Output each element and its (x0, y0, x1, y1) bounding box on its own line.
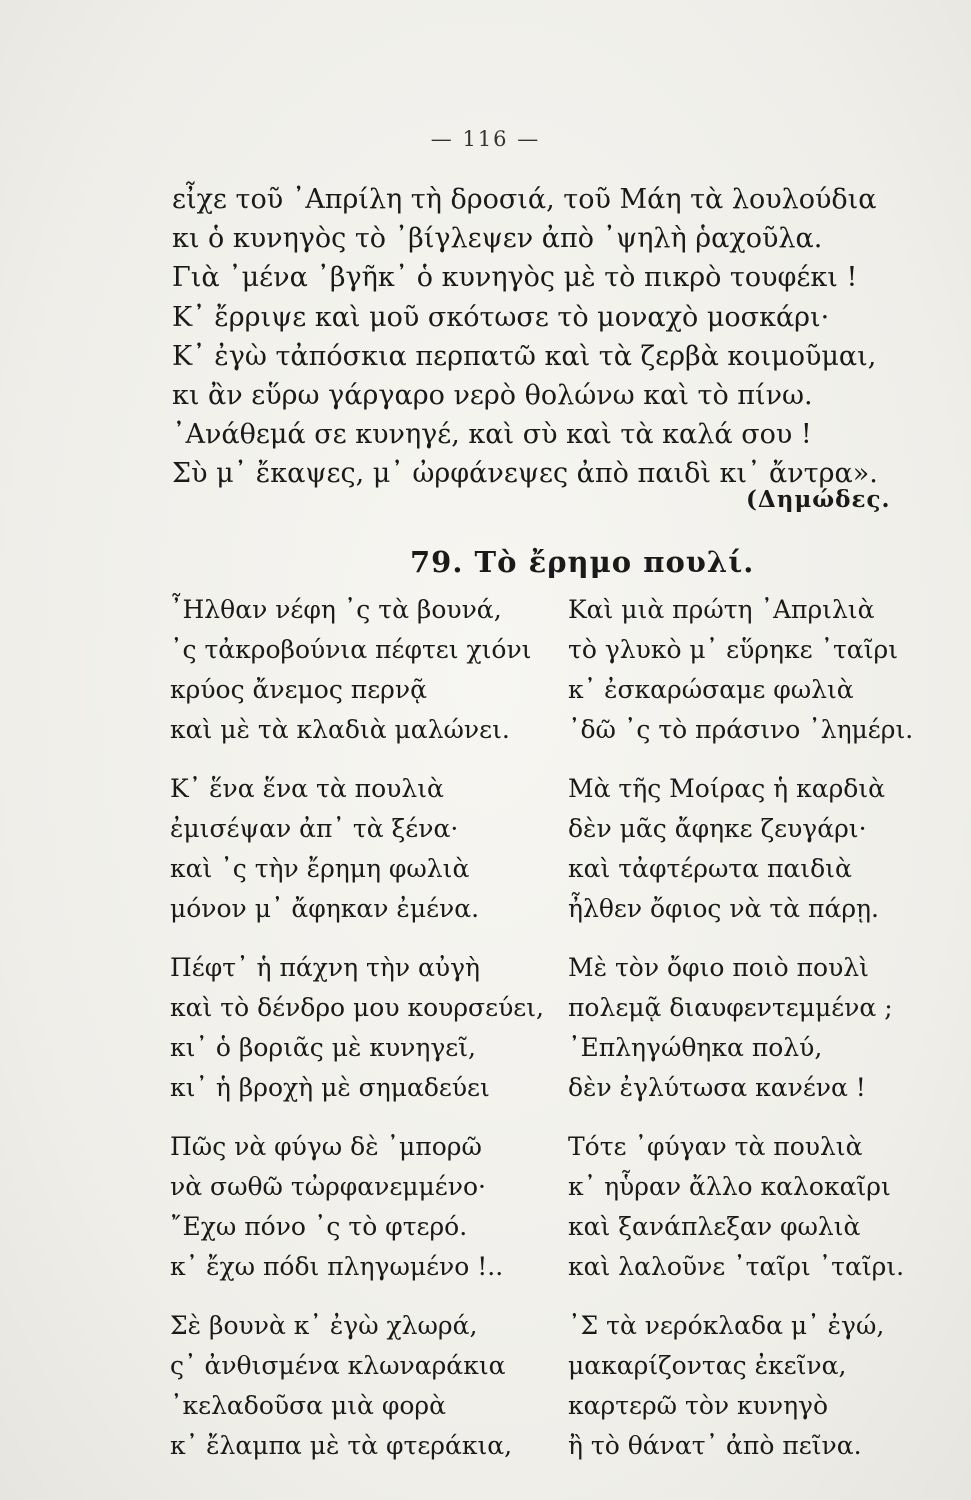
verse-line: Τότε ᾿φύγαν τὰ πουλιὰ (568, 1132, 863, 1161)
verse-line: ᾿κελαδοῦσα μιὰ φορὰ (170, 1391, 447, 1420)
prelude-verse (172, 180, 912, 494)
stanza (170, 590, 540, 750)
verse-line: ᾿Σ τὰ νερόκλαδα μ᾿ ἐγώ, (568, 1311, 885, 1340)
verse-line: Πῶς νὰ φύγω δὲ ᾿μπορῶ (170, 1132, 482, 1161)
verse-line: Σὲ βουνὰ κ᾿ ἐγὼ χλωρά, (170, 1311, 478, 1340)
stanza (568, 590, 928, 750)
verse-line: καὶ ᾿ς τὴν ἔρημη φωλιὰ (170, 854, 470, 883)
stanza (568, 1127, 928, 1287)
verse-line: καρτερῶ τὸν κυνηγὸ (568, 1391, 829, 1420)
stanza (568, 1306, 928, 1466)
verse-line: κι᾿ ἡ βροχὴ μὲ σημαδεύει (170, 1073, 490, 1102)
verse-line: Μὲ τὸν ὄφιο ποιὸ πουλὶ (568, 953, 869, 982)
poem-title: 79. Τὸ ἔρημο πουλί. (410, 545, 755, 579)
verse-line: Γιὰ ᾿μένα ᾿βγῆκ᾿ ὁ κυνηγὸς μὲ τὸ πικρὸ τουφέκι ! (172, 262, 858, 294)
verse-line: ᾿Επληγώθηκα πολύ, (568, 1033, 823, 1062)
verse-line: κι ὁ κυνηγὸς τὸ ᾿βίγλεψεν ἀπὸ ᾿ψηλὴ ῥαχοῦλα. (172, 223, 823, 255)
stanza (568, 769, 928, 929)
verse-line: ς᾿ ἀνθισμένα κλωναράκια (170, 1351, 506, 1380)
verse-line: μακαρίζοντας ἐκεῖνα, (568, 1351, 847, 1380)
verse-line: μόνον μ᾿ ἄφηκαν ἐμένα. (170, 894, 480, 923)
verse-line: Πέφτ᾿ ἡ πάχνη τὴν αὐγὴ (170, 953, 480, 982)
stanza (170, 948, 544, 1108)
verse-line: τὸ γλυκὸ μ᾿ εὕρηκε ᾿ταῖρι (568, 635, 898, 664)
verse-line: Κ᾿ ἐγὼ τἀπόσκια περπατῶ καὶ τὰ ζερβὰ κοιμοῦμαι, (172, 340, 877, 372)
verse-line: ἐμισέψαν ἀπ᾿ τὰ ξένα· (170, 814, 459, 843)
poem-column-right (568, 590, 928, 1485)
verse-line: κι ἂν εὕρω γάργαρο νερὸ θολώνω καὶ τὸ πίνω. (172, 380, 813, 412)
verse-line: ἦλθεν ὄφιος νὰ τὰ πάρῃ. (568, 894, 879, 923)
stanza (170, 1306, 540, 1466)
page-number: — 116 — (430, 127, 541, 151)
verse-line: κ᾿ ἔχω πόδι πληγωμένο !.. (170, 1252, 504, 1281)
verse-line: δὲν ἐγλύτωσα κανένα ! (568, 1073, 866, 1102)
verse-line: καὶ μὲ τὰ κλαδιὰ μαλώνει. (170, 715, 510, 744)
verse-line: ῏Ηλθαν νέφη ᾿ς τὰ βουνά, (170, 595, 502, 624)
source-attribution: (Δημώδες. (746, 486, 891, 513)
verse-line: πολεμᾷ διαυφεντεμμένα ; (568, 993, 893, 1022)
verse-line: ῎Εχω πόνο ᾿ς τὸ φτερό. (170, 1212, 468, 1241)
verse-line: καὶ τἀφτέρωτα παιδιὰ (568, 854, 852, 883)
poem-column-left (170, 590, 544, 1485)
stanza (170, 769, 540, 929)
verse-line: ἢ τὸ θάνατ᾿ ἀπὸ πεῖνα. (568, 1431, 862, 1460)
verse-line: εἶχε τοῦ ᾿Απρίλη τὴ δροσιά, τοῦ Μάη τὰ λουλούδια (172, 184, 877, 215)
verse-line: κ᾿ ἔλαμπα μὲ τὰ φτεράκια, (170, 1431, 513, 1460)
verse-line: καὶ ξανάπλεξαν φωλιὰ (568, 1212, 861, 1241)
verse-line: νὰ σωθῶ τὠρφανεμμένο· (170, 1172, 486, 1201)
verse-line: κρύος ἄνεμος περνᾷ (170, 675, 427, 704)
verse-line: ᾿δῶ ᾿ς τὸ πράσινο ᾿λημέρι. (568, 715, 914, 744)
verse-line: ᾿Ανάθεμά σε κυνηγέ, καὶ σὺ καὶ τὰ καλά σου ! (172, 419, 812, 451)
verse-line: καὶ τὸ δένδρο μου κουρσεύει, (170, 993, 544, 1022)
stanza (568, 948, 928, 1108)
verse-line: Κ᾿ ἕνα ἕνα τὰ πουλιὰ (170, 774, 444, 803)
verse-line: κ᾿ ἐσκαρώσαμε φωλιὰ (568, 675, 854, 704)
verse-line: δὲν μᾶς ἄφηκε ζευγάρι· (568, 814, 867, 843)
verse-line: κι᾿ ὁ βοριᾶς μὲ κυνηγεῖ, (170, 1033, 476, 1062)
stanza (170, 1127, 540, 1287)
verse-line: Σὺ μ᾿ ἔκαψες, μ᾿ ὠρφάνεψες ἀπὸ παιδὶ κι᾿ ἄντρα». (172, 458, 878, 490)
verse-line: Μὰ τῆς Μοίρας ἡ καρδιὰ (568, 774, 886, 803)
verse-line: Κ᾿ ἔρριψε καὶ μοῦ σκότωσε τὸ μοναχὸ μοσκάρι· (172, 301, 830, 333)
verse-line: κ᾿ ηὗραν ἄλλο καλοκαῖρι (568, 1172, 891, 1201)
verse-line: καὶ λαλοῦνε ᾿ταῖρι ᾿ταῖρι. (568, 1252, 905, 1281)
verse-line: ᾿ς τἀκροβούνια πέφτει χιόνι (170, 635, 532, 664)
verse-line: Καὶ μιὰ πρώτη ᾿Απριλιὰ (568, 595, 875, 624)
